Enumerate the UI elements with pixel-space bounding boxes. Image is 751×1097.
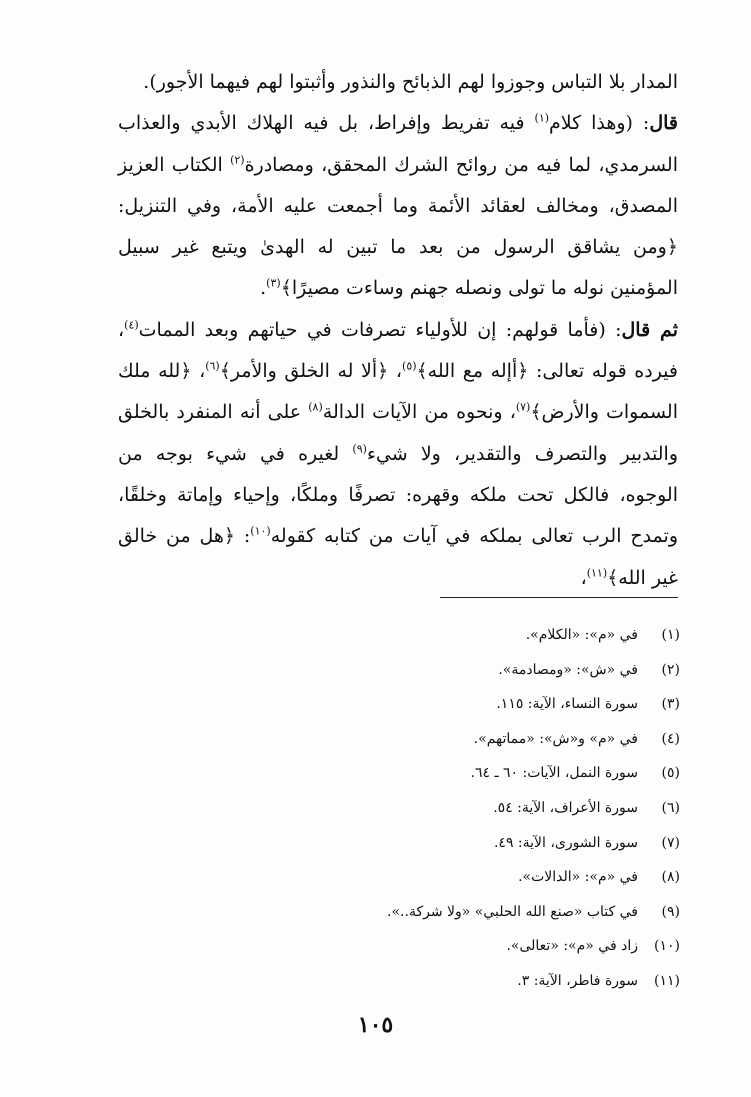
- footnote-item: [250, 756, 680, 791]
- paragraph-3-text: ، ﴿ألا له الخلق والأمر﴾: [219, 360, 403, 383]
- footnote-ref-2[interactable]: (٢): [230, 153, 245, 167]
- footnote-number: (٦): [661, 799, 680, 816]
- footnote-ref-7[interactable]: (٧): [515, 401, 531, 415]
- footnote-text: في «م»: «الدالات».: [518, 869, 638, 886]
- footnote-text: في كتاب «صنع الله الحلبي» «ولا شركة..».: [387, 903, 638, 920]
- paragraph-3-text: : ﴿هل من خالق غير الله﴾: [118, 525, 678, 589]
- footnote-text: سورة النمل، الآيات: ٦٠ ـ ٦٤.: [470, 765, 638, 782]
- footnote-text: سورة النساء، الآية: ١١٥.: [496, 696, 638, 713]
- footnote-separator: [440, 597, 678, 598]
- page-number: ١٠٥: [357, 1012, 394, 1038]
- footnote-ref-3[interactable]: (٣): [266, 277, 281, 291]
- paragraph-3-text: على أنه المنفرد بالخلق والتدبير والتصرف والتقدير، ولا شيء: [118, 401, 678, 465]
- footnote-ref-6[interactable]: (٦): [205, 359, 220, 373]
- footnote-text: في «ش»: «ومصادمة».: [498, 661, 638, 678]
- footnote-item: [250, 687, 680, 722]
- footnote-ref-10[interactable]: (١٠): [250, 524, 271, 538]
- footnote-ref-11[interactable]: (١١): [586, 566, 608, 580]
- paragraph-2-text: .: [260, 277, 267, 300]
- main-text: [118, 62, 678, 599]
- footnote-item: [250, 791, 680, 826]
- footnote-item: [250, 964, 680, 999]
- paragraph-3-text: لغيره في شيء بوجه من الوجوه، فالكل تحت ملكه وقهره: تصرفًا وملكًا، وإحياء وإماتة وخلقًا، وتمدح الرب تعالى بملكه في آيات من كتابه كقوله: [118, 442, 679, 548]
- footnote-number: (٣): [661, 696, 680, 713]
- paragraph-2-lead: قال: [649, 112, 678, 135]
- paragraph-3-text: ، ﴿لله ملك السموات والأرض﴾: [118, 360, 678, 424]
- paragraph-3: [118, 310, 678, 599]
- paragraph-1: [118, 62, 678, 103]
- footnote-number: (٧): [661, 834, 680, 851]
- footnote-item: [250, 929, 680, 964]
- footnote-item: [250, 653, 680, 688]
- footnote-number: (٨): [661, 869, 680, 886]
- footnote-number: (١١): [654, 972, 680, 989]
- paragraph-3-text: ، ونحوه من الآيات الدالة: [322, 401, 516, 424]
- footnote-text: سورة الأعراف، الآية: ٥٤.: [493, 799, 638, 816]
- footnote-number: (١٠): [654, 938, 680, 955]
- paragraph-3-text: : (فأما قولهم: إن للأولياء تصرفات في حياتهم وبعد الممات: [138, 318, 622, 341]
- footnote-item: [250, 722, 680, 757]
- paragraph-3-text: ،: [580, 566, 587, 589]
- paragraph-2-text: فيه تفريط وإفراط، بل فيه الهلاك الأبدي والعذاب السرمدي، لما فيه من روائح الشرك المحقق، ومصادرة: [118, 112, 678, 176]
- footnote-number: (٢): [661, 661, 680, 678]
- footnote-text: سورة فاطر، الآية: ٣.: [517, 972, 638, 989]
- footnote-ref-8[interactable]: (٨): [308, 401, 323, 415]
- footnote-number: (٤): [661, 730, 680, 747]
- footnote-item: [250, 618, 680, 653]
- footnote-number: (٩): [661, 903, 680, 920]
- paragraph-1-text: المدار بلا التباس وجوزوا لهم الذبائح والنذور وأثبتوا لهم فيهما الأجور).: [143, 71, 678, 93]
- footnote-ref-1[interactable]: (١): [534, 111, 550, 125]
- footnote-text: في «م» و«ش»: «مماتهم».: [473, 730, 638, 747]
- paragraph-2-text: : (وهذا كلام: [549, 112, 650, 135]
- footnotes: [250, 618, 680, 999]
- footnote-item: [250, 895, 680, 930]
- paragraph-2-text: الكتاب العزيز المصدق، ومخالف لعقائد الأئمة وما أجمعت عليه الأمة، وفي التنزيل: ﴿ومن يشاقق الرسول من بعد ما تبين له الهدىٰ ويتبع غير سبيل المؤمنين نوله ما تولى ونصله جهنم وساءت مصيرًا﴾: [118, 153, 678, 300]
- footnote-text: سورة الشورى، الآية: ٤٩.: [493, 834, 638, 851]
- footnote-text: في «م»: «الكلام».: [525, 627, 638, 643]
- footnote-ref-9[interactable]: (٩): [352, 442, 367, 456]
- footnote-number: (٥): [661, 765, 680, 782]
- footnote-ref-4[interactable]: (٤): [124, 318, 139, 332]
- footnote-text: زاد في «م»: «تعالى».: [506, 938, 638, 955]
- footnote-ref-5[interactable]: (٥): [402, 359, 417, 373]
- footnote-number: (١): [661, 627, 680, 643]
- paragraph-2: [118, 103, 678, 309]
- paragraph-3-lead: ثم قال: [621, 318, 678, 341]
- footnote-item: [250, 860, 680, 895]
- paragraph-3-text: ، فيرده قوله تعالى: ﴿أإله مع الله﴾: [118, 318, 678, 383]
- footnote-item: [250, 826, 680, 861]
